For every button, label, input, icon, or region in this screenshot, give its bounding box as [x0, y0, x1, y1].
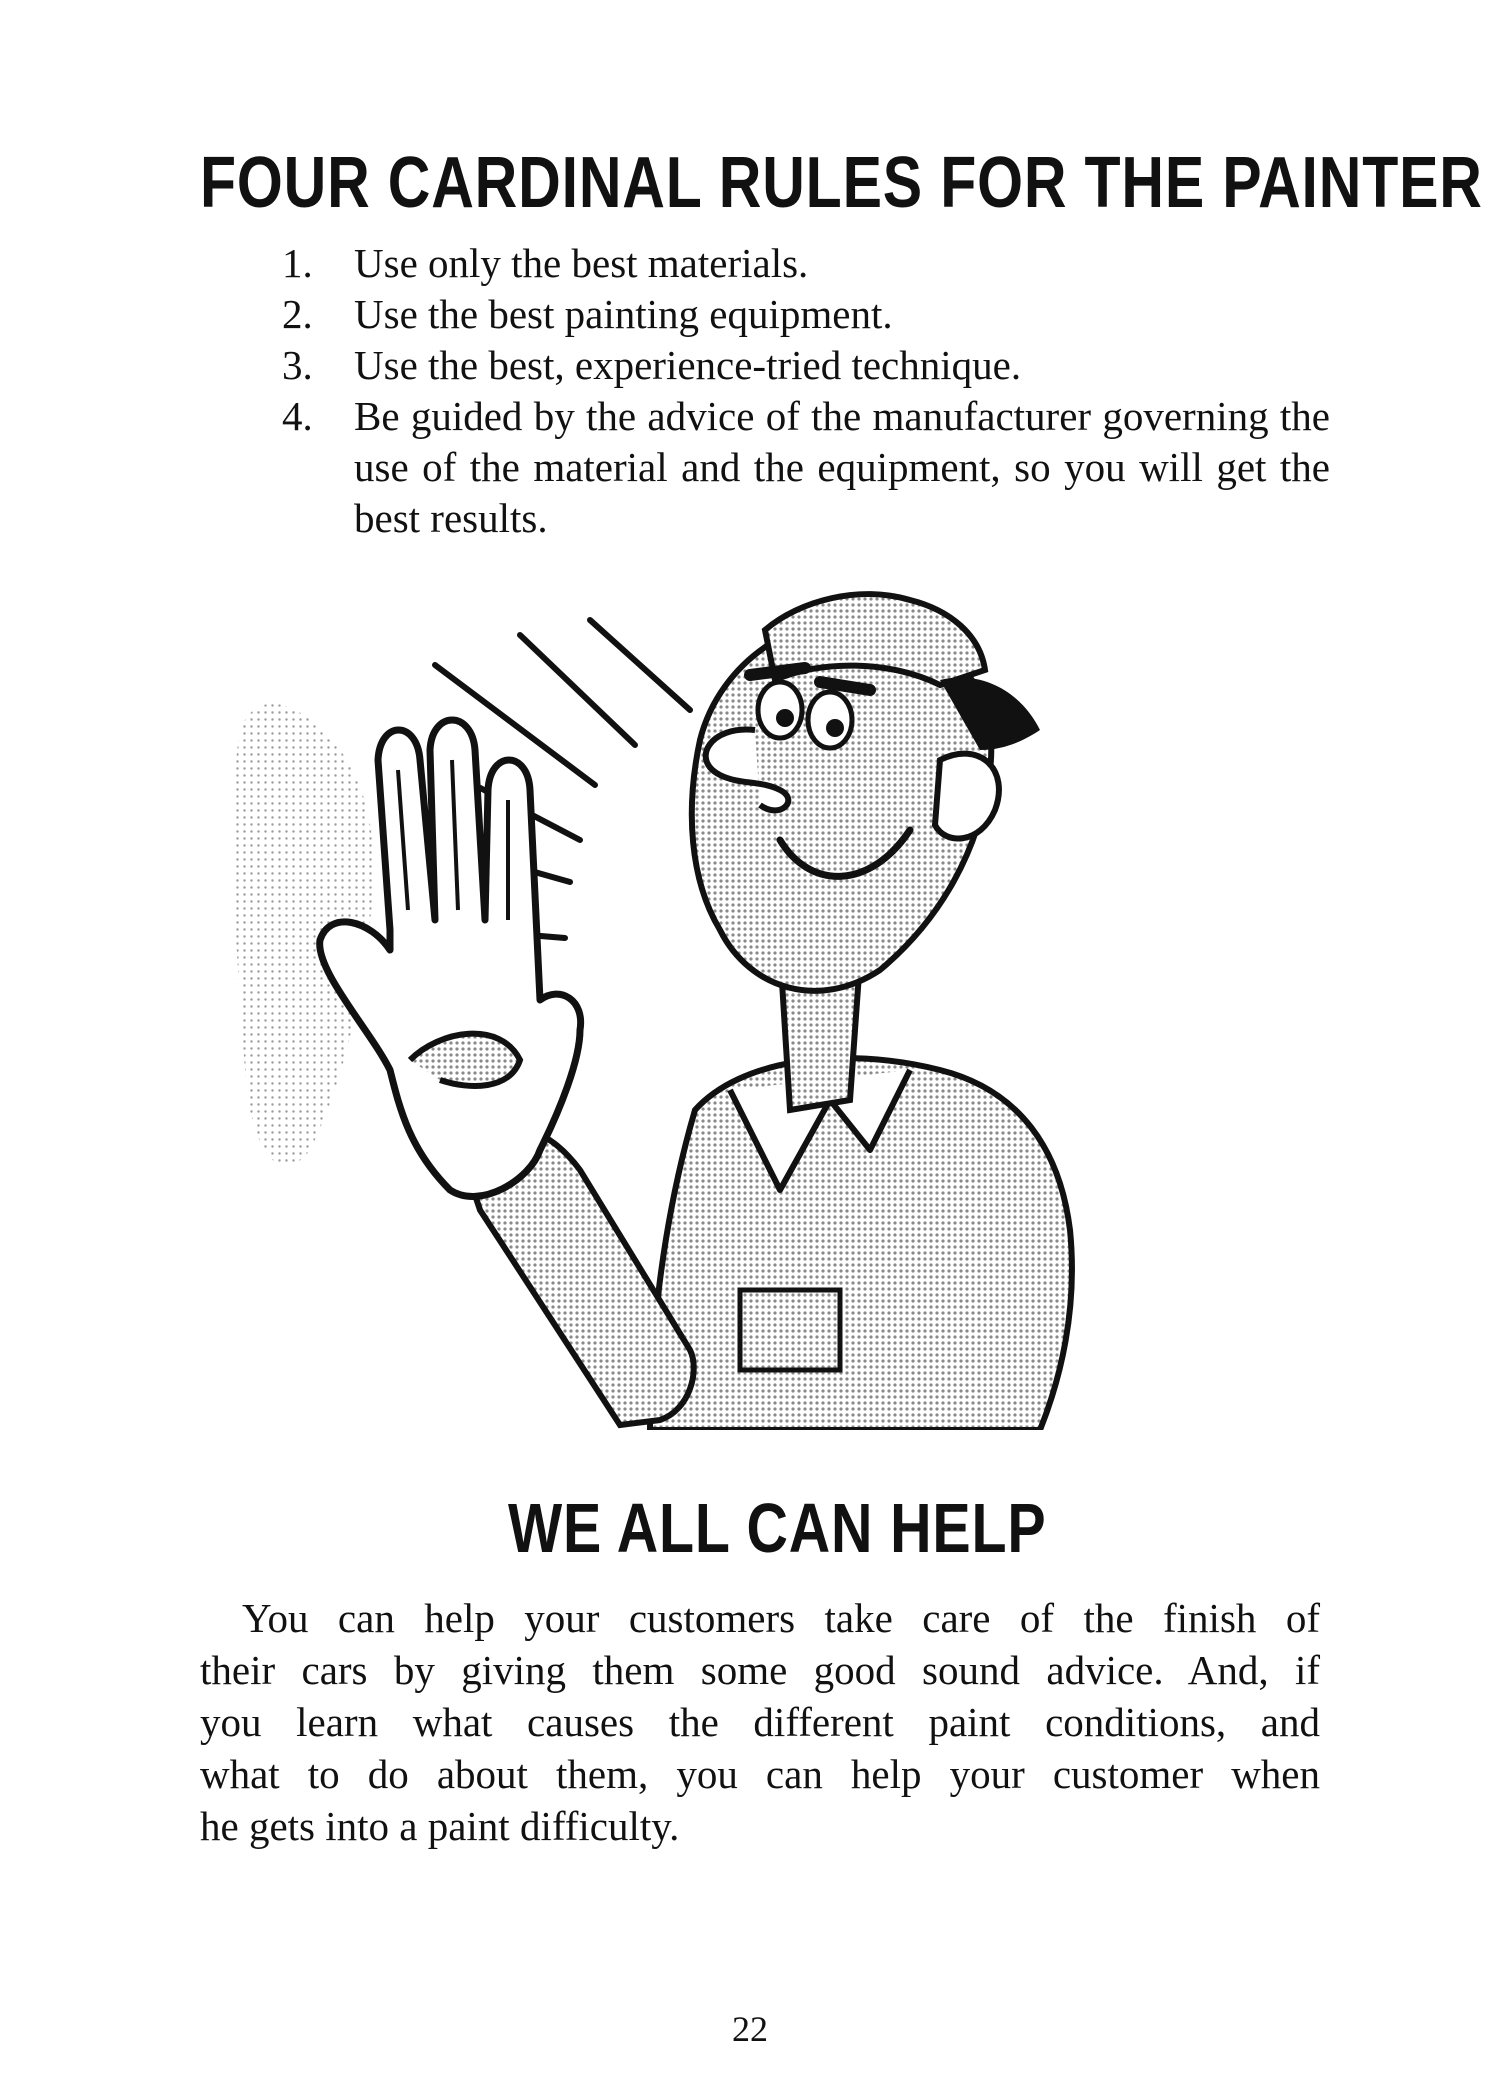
rule-number: 1. — [282, 240, 313, 286]
rule-number: 2. — [282, 291, 313, 337]
cartoon-man-illustration — [220, 590, 1140, 1430]
right-eye — [808, 692, 852, 748]
rule-text: Use the best, experience-tried technique. — [354, 342, 1022, 388]
page-title: FOUR CARDINAL RULES FOR THE PAINTER — [200, 143, 1483, 223]
ear — [935, 754, 999, 839]
help-paragraph — [200, 1592, 1320, 1852]
rule-item — [268, 340, 1330, 391]
paragraph-line: their cars by giving them some good sound advice. And, if — [200, 1647, 1320, 1693]
paragraph-line: what to do about them, you can help your customer when — [200, 1751, 1320, 1797]
rule-text: Use only the best materials. — [354, 240, 809, 286]
rule-number: 3. — [282, 342, 313, 388]
rules-list — [268, 238, 1330, 544]
left-eye — [758, 682, 802, 738]
rule-text: Use the best painting equipment. — [354, 291, 893, 337]
rule-item — [268, 289, 1330, 340]
page-number: 22 — [732, 2009, 768, 2049]
rule-number: 4. — [282, 393, 313, 439]
rule-item — [268, 391, 1330, 544]
paragraph-line: he gets into a paint difficulty. — [200, 1803, 680, 1849]
paragraph-line: You can help your customers take care of the finish of — [242, 1595, 1320, 1641]
rule-item — [268, 238, 1330, 289]
paragraph-line: you learn what causes the different paint conditions, and — [200, 1699, 1320, 1745]
rule-text: Be guided by the advice of the manufacturer governing the use of the material and the equipment, so you will get the best results. — [354, 393, 1330, 541]
section-title: WE ALL CAN HELP — [508, 1489, 1047, 1567]
